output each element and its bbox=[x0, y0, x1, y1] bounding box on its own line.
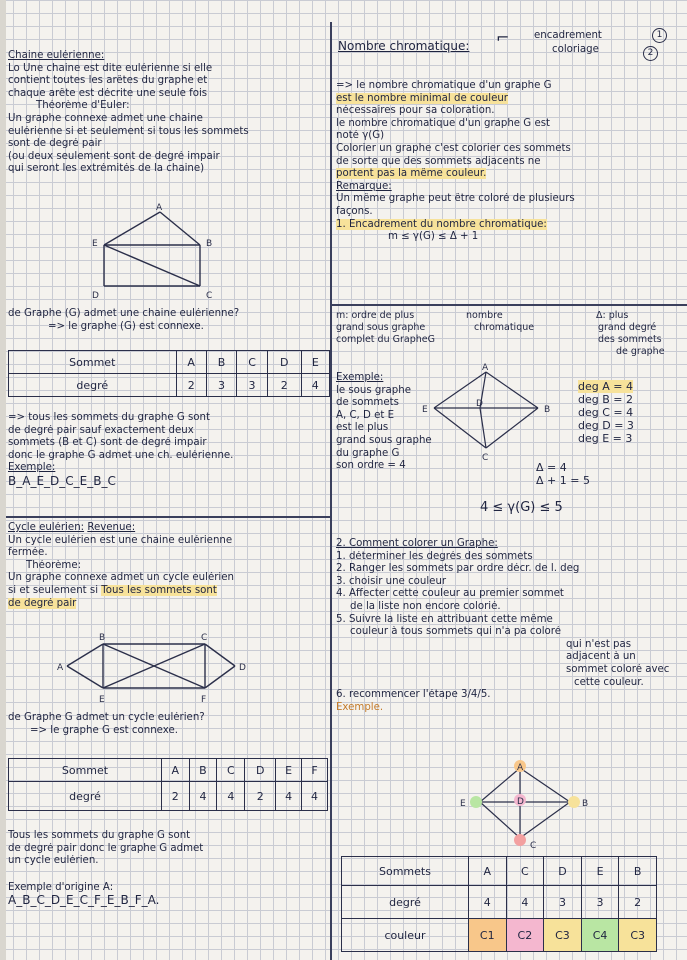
legend-m: grand sous graphe bbox=[336, 322, 426, 333]
cell: E bbox=[276, 759, 302, 782]
cell: F bbox=[302, 759, 328, 782]
g3-label: A bbox=[482, 363, 489, 373]
g2-label: E bbox=[99, 695, 105, 705]
cell: 4 bbox=[276, 782, 302, 811]
degree-list bbox=[578, 380, 683, 445]
g1-label: A bbox=[156, 203, 163, 213]
a2: => le graphe G est connexe. bbox=[30, 724, 178, 736]
cycle-sub: Revenue: bbox=[87, 522, 136, 533]
cell: A bbox=[161, 759, 189, 782]
text-line: fermée. bbox=[8, 547, 48, 559]
cell: D bbox=[245, 759, 276, 782]
cell: Sommets bbox=[342, 857, 469, 886]
delta-block bbox=[536, 462, 636, 487]
q1-block bbox=[8, 308, 330, 333]
text-line: son ordre = 4 bbox=[336, 460, 406, 472]
legend-m: complet du GrapheG bbox=[336, 334, 435, 345]
cell: 4 bbox=[189, 782, 217, 811]
cell: 3 bbox=[544, 886, 582, 919]
circle-number: 1 bbox=[652, 28, 667, 43]
section-rule bbox=[6, 516, 332, 518]
left-column bbox=[8, 50, 328, 176]
cell: C bbox=[217, 759, 245, 782]
thm2-title: Théorème: bbox=[26, 559, 82, 571]
text-line: de degré pair donc le graphe G admet bbox=[8, 842, 204, 854]
cell: C bbox=[237, 351, 268, 374]
g1-label: E bbox=[92, 239, 98, 249]
step: 4. Affecter cette couleur au premier sommet bbox=[336, 588, 564, 600]
thm-title: Théorème d'Euler: bbox=[36, 100, 130, 112]
text-line: de sorte que des sommets adjacents ne bbox=[336, 155, 541, 167]
legend-d: grand degré bbox=[598, 322, 657, 333]
ex2-title: Exemple d'origine A: bbox=[8, 881, 114, 893]
g1-label: C bbox=[206, 291, 213, 300]
deg: deg A = 4 bbox=[578, 380, 633, 393]
step: 3. choisir une couleur bbox=[336, 575, 447, 587]
text-line: Un cycle eulérien est une chaine eulérienne bbox=[8, 534, 233, 546]
cell: 2 bbox=[161, 782, 189, 811]
ex1-title: Exemple: bbox=[8, 462, 56, 474]
text-line: Un même graphe peut être coloré de plusieurs bbox=[336, 193, 575, 205]
legend-d: des sommets bbox=[598, 334, 662, 345]
q1: de Graphe (G) admet une chaine eulérienne? bbox=[8, 308, 240, 319]
text-line: donc le graphe G admet une ch. eulérienne. bbox=[8, 449, 234, 461]
cell: D bbox=[267, 351, 301, 374]
cell: E bbox=[581, 857, 619, 886]
step6: 6. recommencer l'étape 3/4/5. bbox=[336, 689, 491, 701]
step: qui n'est pas bbox=[566, 638, 632, 650]
cell: C2 bbox=[506, 919, 544, 952]
highlight: 1. Encadrement du nombre chromatique: bbox=[336, 218, 547, 230]
right-title: Nombre chromatique: bbox=[338, 39, 470, 53]
cell: A bbox=[176, 351, 206, 374]
cell: C bbox=[506, 857, 544, 886]
brace: ⌐ bbox=[496, 28, 510, 47]
def-line: chaque arête est décrite une seule fois bbox=[8, 87, 208, 99]
g2-label: A bbox=[57, 663, 64, 673]
ex2: A_B_C_D_E_C_F_E_B_F_A. bbox=[8, 894, 160, 907]
legend-n: nombre bbox=[466, 310, 503, 321]
vertex-color bbox=[470, 796, 482, 808]
brace-item: encadrement bbox=[534, 30, 602, 41]
g1-label: B bbox=[206, 239, 213, 249]
cell: B bbox=[206, 351, 236, 374]
q2-block bbox=[8, 712, 330, 737]
delta: Δ + 1 = 5 bbox=[536, 474, 590, 487]
g4-label: D bbox=[517, 797, 524, 807]
g4-label: B bbox=[582, 799, 589, 809]
cell: 2 bbox=[176, 374, 206, 397]
thm-line: eulérienne si et seulement si tous les sommets bbox=[8, 125, 249, 137]
vertex-color bbox=[514, 834, 526, 846]
step: 1. déterminer les degrés des sommets bbox=[336, 550, 533, 562]
after2-block bbox=[8, 830, 330, 907]
text-line: => tous les sommets du graphe G sont bbox=[8, 412, 210, 423]
g4-label: A bbox=[517, 763, 524, 773]
enc-formula: m ≤ γ(G) ≤ Δ + 1 bbox=[388, 231, 479, 243]
cell: 2 bbox=[619, 886, 657, 919]
ex1: B_A_E_D_C_E_B_C bbox=[8, 474, 116, 488]
text-line: façons. bbox=[336, 205, 373, 217]
cell: couleur bbox=[342, 919, 469, 952]
step: de la liste non encore colorié. bbox=[350, 600, 501, 612]
text-span: si et seulement si bbox=[8, 584, 99, 596]
cell: degré bbox=[342, 886, 469, 919]
cell: 4 bbox=[301, 374, 329, 397]
text-line: A, C, D et E bbox=[336, 409, 395, 421]
cell: A bbox=[468, 857, 506, 886]
text-line: de sommets bbox=[336, 397, 399, 409]
cell: B bbox=[619, 857, 657, 886]
rem-title: Remarque: bbox=[336, 180, 392, 192]
text-line: de degré pair sauf exactement deux bbox=[8, 424, 194, 436]
text-line: Tous les sommets du graphe G sont bbox=[8, 830, 191, 841]
cell: degré bbox=[9, 374, 177, 397]
brace-item: coloriage bbox=[552, 44, 599, 55]
text-line: du graphe G bbox=[336, 447, 400, 459]
graph-1 bbox=[90, 200, 240, 300]
step: cette couleur. bbox=[574, 676, 644, 688]
cell: C3 bbox=[544, 919, 582, 952]
highlight: Tous les sommets sont bbox=[101, 584, 217, 596]
g2-label: B bbox=[99, 633, 106, 643]
cell: E bbox=[301, 351, 329, 374]
cell: 4 bbox=[506, 886, 544, 919]
text-line: Colorier un graphe c'est colorier ces sommets bbox=[336, 142, 571, 154]
g2-label: F bbox=[201, 695, 207, 705]
text-line: grand sous graphe bbox=[336, 434, 432, 446]
deg: deg E = 3 bbox=[578, 432, 633, 445]
g3-label: C bbox=[482, 453, 489, 463]
graph-3 bbox=[420, 360, 570, 470]
deg: deg D = 3 bbox=[578, 419, 634, 432]
degree-table-1 bbox=[8, 350, 330, 397]
q2: de Graphe G admet un cycle eulérien? bbox=[8, 712, 205, 723]
graph-2 bbox=[55, 630, 255, 705]
cell: Sommet bbox=[9, 759, 162, 782]
cell: 3 bbox=[206, 374, 236, 397]
legend-n: chromatique bbox=[474, 322, 535, 333]
step: 5. Suivre la liste en attribuant cette même bbox=[336, 613, 553, 625]
g3-label: E bbox=[422, 405, 428, 415]
text-line: le nombre chromatique d'un graphe G est bbox=[336, 117, 551, 129]
text-line: noté γ(G) bbox=[336, 130, 385, 142]
cell: 4 bbox=[217, 782, 245, 811]
cell: D bbox=[544, 857, 582, 886]
text-line: nécessaires pour sa coloration. bbox=[336, 105, 495, 117]
step: sommet coloré avec bbox=[566, 663, 670, 675]
ex3-title: Exemple. bbox=[336, 701, 384, 713]
a1: => le graphe (G) est connexe. bbox=[48, 320, 204, 332]
g1-label: D bbox=[92, 291, 99, 300]
thm-line: Un graphe connexe admet une chaine bbox=[8, 112, 203, 124]
legend-d: Δ: plus bbox=[596, 310, 629, 321]
g3-label: D bbox=[476, 399, 483, 409]
legend-d: de graphe bbox=[616, 346, 665, 357]
cell: degré bbox=[9, 782, 162, 811]
highlight: est le nombre minimal de couleur bbox=[336, 92, 508, 104]
highlight: de degré pair bbox=[8, 597, 77, 609]
cycle-title: Cycle eulérien: bbox=[8, 522, 85, 533]
text-line: sommets (B et C) sont de degré impair bbox=[8, 437, 207, 449]
color-table bbox=[341, 856, 657, 952]
g4-label: E bbox=[460, 799, 466, 809]
how-title: 2. Comment colorer un Graphe: bbox=[336, 538, 498, 549]
step: qui n'a pa coloré bbox=[476, 626, 562, 638]
cell: 4 bbox=[468, 886, 506, 919]
graph-4 bbox=[460, 756, 610, 856]
cell: C3 bbox=[619, 919, 657, 952]
cell: 3 bbox=[237, 374, 268, 397]
after1-block bbox=[8, 412, 330, 488]
chromatic-def bbox=[336, 80, 684, 244]
cell: Sommet bbox=[9, 351, 177, 374]
legend-m: m: ordre de plus bbox=[336, 310, 415, 321]
left-title: Chaine eulérienne: bbox=[8, 50, 105, 61]
delta: Δ = 4 bbox=[536, 462, 567, 474]
g3-label: B bbox=[544, 405, 551, 415]
text-line: => le nombre chromatique d'un graphe G bbox=[336, 80, 552, 91]
section-rule bbox=[332, 304, 687, 306]
cell: C1 bbox=[468, 919, 506, 952]
cell: B bbox=[189, 759, 217, 782]
thm-line: sont de degré pair bbox=[8, 138, 102, 150]
right-header bbox=[338, 28, 683, 64]
page-margin bbox=[0, 0, 6, 960]
deg: deg B = 2 bbox=[578, 393, 633, 406]
ex-title: Exemple: bbox=[336, 372, 384, 383]
def-line: Lo Une chaine est dite eulérienne si elle bbox=[8, 62, 213, 74]
g2-label: C bbox=[201, 633, 208, 643]
cell: 4 bbox=[302, 782, 328, 811]
result: 4 ≤ γ(G) ≤ 5 bbox=[480, 500, 563, 515]
step: couleur à tous sommets bbox=[350, 626, 473, 638]
thm-line: (ou deux seulement sont de degré impair bbox=[8, 150, 220, 162]
how-block bbox=[336, 538, 684, 714]
deg: deg C = 4 bbox=[578, 406, 634, 419]
text-line: un cycle eulérien. bbox=[8, 855, 99, 867]
step: 2. Ranger les sommets par ordre décr. de l. deg bbox=[336, 563, 580, 575]
cycle-block bbox=[8, 522, 330, 610]
circle-number: 2 bbox=[643, 46, 658, 61]
g2-label: D bbox=[239, 663, 246, 673]
step: adjacent à un bbox=[566, 651, 636, 663]
thm-line: qui seront les extrémités de la chaine) bbox=[8, 163, 205, 175]
highlight: portent pas la même couleur. bbox=[336, 168, 487, 180]
cell: 3 bbox=[581, 886, 619, 919]
text-line: Un graphe connexe admet un cycle eulérien bbox=[8, 572, 234, 584]
cell: 2 bbox=[245, 782, 276, 811]
text-line: le sous graphe bbox=[336, 384, 411, 396]
column-divider bbox=[330, 22, 332, 960]
text-line: est le plus bbox=[336, 422, 389, 434]
cell: C4 bbox=[581, 919, 619, 952]
degree-table-2 bbox=[8, 758, 328, 811]
vertex-color bbox=[568, 796, 580, 808]
g4-label: C bbox=[530, 841, 537, 851]
def-line: contient toutes les arêtes du graphe et bbox=[8, 75, 208, 87]
cell: 2 bbox=[267, 374, 301, 397]
